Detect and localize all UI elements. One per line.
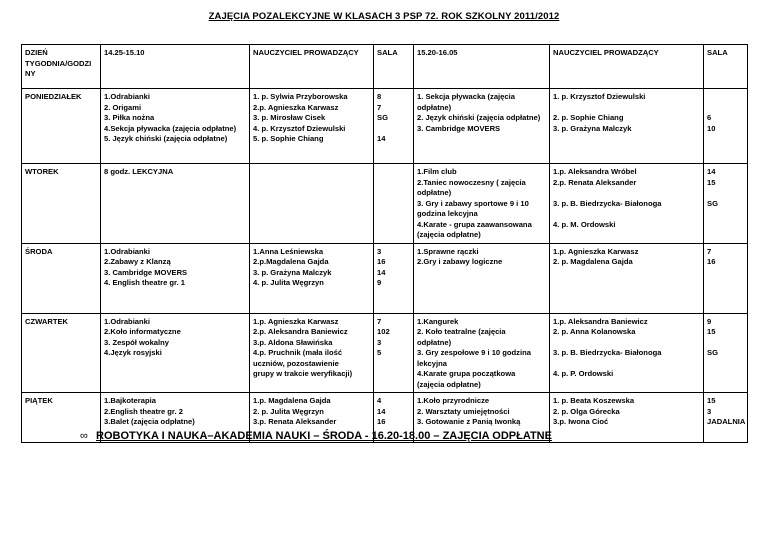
room1-line: 3 xyxy=(377,246,382,256)
act1-line: 5. Język chiński (zajęcia odpłatne) xyxy=(104,134,228,143)
act2-line: 4.Karate grupa początkowa xyxy=(417,369,516,378)
act2-line: godzina lekcyjna xyxy=(417,209,478,218)
room2-line: 15 xyxy=(707,177,716,187)
teach2-cell xyxy=(550,393,704,443)
room1-cell xyxy=(374,243,414,313)
room1-line: 4 xyxy=(377,396,382,405)
act2-line: 3. Gry i zabawy sportowe 9 i 10 xyxy=(417,198,529,208)
document-title: ZAJĘCIA POZALEKCYJNE W KLASACH 3 PSP 72. ROK SZKOLNY 2011/2012 xyxy=(208,11,560,22)
teach2-line: 3.p. Iwona Cioć xyxy=(553,417,609,426)
teach1-line: 2.p. Aleksandra Baniewicz xyxy=(253,327,348,336)
header-time1: 14.25-15.10 xyxy=(101,45,250,89)
room2-line: SG xyxy=(707,348,718,357)
blank-line xyxy=(707,103,743,114)
infinity-bullet-icon: ∞ xyxy=(80,430,88,442)
teach1-line: 1. p. Sylwia Przyborowska xyxy=(253,92,348,101)
teach2-line: 2. p. Sophie Chiang xyxy=(553,113,624,122)
day-cell: WTOREK xyxy=(22,164,101,244)
header-day-line: TYGODNIA/GODZI xyxy=(25,58,92,68)
day-cell: PONIEDZIAŁEK xyxy=(22,89,101,164)
teach1-line: 2.p.Magdalena Gajda xyxy=(253,257,329,266)
room1-line: 7 xyxy=(377,102,382,112)
teach1-cell xyxy=(250,164,374,244)
teach1-line: 4.p. Pruchnik (mała ilość xyxy=(253,348,343,357)
teach2-line: 3. p. B. Biedrzycka- Białonoga xyxy=(553,198,662,208)
room2-line: 14 xyxy=(707,167,716,176)
act2-line: (zajęcia odpłatne) xyxy=(417,230,481,239)
room2-line: 9 xyxy=(707,316,712,326)
room1-line: 14 xyxy=(377,267,386,277)
room2-line: 3 xyxy=(707,406,712,416)
act1-cell xyxy=(101,89,250,164)
room1-cell xyxy=(374,89,414,164)
room1-line: 14 xyxy=(377,406,386,416)
teach1-line: uczniów, pozostawienie xyxy=(253,358,339,368)
act2-line: 1.Kangurek xyxy=(417,316,459,326)
room2-cell xyxy=(704,313,748,393)
teach1-line: grupy w trakcie weryfikacji) xyxy=(253,369,353,378)
act2-line: 1.Sprawne rączki xyxy=(417,246,479,256)
room2-cell xyxy=(704,393,748,443)
act2-line: 2. Warsztaty umiejętności xyxy=(417,406,510,416)
teach1-line: 4. p. Krzysztof Dziewulski xyxy=(253,123,346,133)
header-day-line: NY xyxy=(25,69,36,78)
act2-line: (zajęcia odpłatne) xyxy=(417,379,481,389)
teach2-line: 2. p. Anna Kolanowska xyxy=(553,327,636,336)
room1-line: SG xyxy=(377,113,388,122)
blank-line xyxy=(553,338,699,349)
room1-cell xyxy=(374,164,414,244)
act2-line: odpłatne) xyxy=(417,337,452,347)
act2-line: 4.Karate - grupa zaawansowana xyxy=(417,219,532,229)
act2-line: 2.Gry i zabawy logiczne xyxy=(417,257,503,266)
act2-line: 3. Gry zespołowe 9 i 10 godzina xyxy=(417,348,531,357)
room2-cell xyxy=(704,243,748,313)
teach1-cell xyxy=(250,243,374,313)
act1-line: 2.Zabawy z Klanzą xyxy=(104,257,171,266)
teach1-line: 2.p. Agnieszka Karwasz xyxy=(253,102,339,112)
teach1-line: 1.p. Magdalena Gajda xyxy=(253,396,331,405)
act1-line: 1.Odrabianki xyxy=(104,316,151,326)
footer-note xyxy=(80,430,552,442)
teach1-line: 2. p. Julita Węgrzyn xyxy=(253,406,324,416)
teach1-line: 1.p. Agnieszka Karwasz xyxy=(253,316,339,326)
teach2-line: 2. p. Magdalena Gajda xyxy=(553,257,633,266)
act2-line: odpłatne) xyxy=(417,102,452,112)
room2-line: 16 xyxy=(707,257,716,266)
header-teacher1: NAUCZYCIEL PROWADZĄCY xyxy=(250,45,374,89)
room1-line: 16 xyxy=(377,257,386,266)
act2-cell xyxy=(414,164,550,244)
header-time2: 15.20-16.05 xyxy=(414,45,550,89)
room1-line: 3 xyxy=(377,337,382,347)
room1-cell xyxy=(374,313,414,393)
act1-line: 1.Bajkoterapia xyxy=(104,396,156,405)
day-cell: CZWARTEK xyxy=(22,313,101,393)
act1-line: 3. Piłka nożna xyxy=(104,113,155,122)
teach1-line: 1.Anna Leśniewska xyxy=(253,246,324,256)
act2-line: 2.Taniec nowoczesny ( zajęcia xyxy=(417,177,526,187)
header-day xyxy=(22,45,101,89)
teach2-cell xyxy=(550,164,704,244)
schedule-table xyxy=(21,44,748,443)
act1-line: 4.Sekcja pływacka (zajęcia odpłatne) xyxy=(104,123,237,133)
act1-cell xyxy=(101,243,250,313)
room1-line: 7 xyxy=(377,316,382,326)
teach1-line: 3. p. Mirosław Cisek xyxy=(253,113,326,122)
teach1-cell xyxy=(250,313,374,393)
act1-line: 1.Odrabianki xyxy=(104,246,151,256)
blank-line xyxy=(377,124,409,135)
room1-line: 102 xyxy=(377,327,390,336)
day-cell: ŚRODA xyxy=(22,243,101,313)
act1-line: 8 godz. LEKCYJNA xyxy=(104,167,174,176)
room2-line: SG xyxy=(707,198,718,208)
teach1-line: 3. p. Grażyna Malczyk xyxy=(253,267,332,277)
room2-cell xyxy=(704,164,748,244)
act1-line: 2. Origami xyxy=(104,102,142,112)
act1-line: 4. English theatre gr. 1 xyxy=(104,278,186,287)
teach2-line: 1. p. Beata Koszewska xyxy=(553,396,635,405)
act1-line: 3.Balet (zajęcia odpłatne) xyxy=(104,417,195,426)
room1-line: 5 xyxy=(377,348,382,357)
teach2-line: 1.p. Agnieszka Karwasz xyxy=(553,246,639,256)
room2-line: JADALNIA xyxy=(707,417,746,426)
footer-text: ROBOTYKA I NAUKA–AKADEMIA NAUKI – ŚRODA - 16.20-18.00 – ZAJĘCIA ODPŁATNE xyxy=(96,430,552,442)
act1-line: 3. Cambridge MOVERS xyxy=(104,267,188,277)
teach1-line: 5. p. Sophie Chiang xyxy=(253,134,324,143)
header-row xyxy=(22,45,748,89)
teach2-line: 3. p. B. Biedrzycka- Białonoga xyxy=(553,348,662,357)
act2-cell xyxy=(414,313,550,393)
teach2-cell xyxy=(550,313,704,393)
act2-line: odpłatne) xyxy=(417,188,452,197)
header-room2: SALA xyxy=(704,45,748,89)
room2-line: 10 xyxy=(707,123,716,133)
act2-line: 1.Film club xyxy=(417,167,457,176)
act1-cell xyxy=(101,164,250,244)
schedule-row xyxy=(22,89,748,164)
blank-line xyxy=(707,338,743,349)
teach2-line: 1.p. Aleksandra Wróbel xyxy=(553,167,637,176)
teach1-line: 4. p. Julita Węgrzyn xyxy=(253,278,324,287)
room1-line: 9 xyxy=(377,278,382,287)
blank-line xyxy=(707,92,743,103)
act1-line: 2.Koło informatyczne xyxy=(104,327,181,336)
teach2-line: 3. p. Grażyna Malczyk xyxy=(553,123,632,133)
blank-line xyxy=(553,209,699,220)
act2-line: 1. Sekcja pływacka (zajęcia xyxy=(417,92,515,101)
header-teacher2: NAUCZYCIEL PROWADZĄCY xyxy=(550,45,704,89)
act2-cell xyxy=(414,89,550,164)
act2-cell xyxy=(414,243,550,313)
teach1-line: 3.p. Renata Aleksander xyxy=(253,417,337,426)
teach2-line: 4. p. P. Ordowski xyxy=(553,369,614,378)
room1-line: 14 xyxy=(377,134,386,143)
blank-line xyxy=(553,188,699,199)
blank-line xyxy=(553,103,699,114)
blank-line xyxy=(553,359,699,370)
room2-line: 15 xyxy=(707,327,716,336)
act2-line: 3. Cambridge MOVERS xyxy=(417,123,501,133)
act1-line: 1.Odrabianki xyxy=(104,92,151,101)
room2-line: 6 xyxy=(707,113,712,122)
header-room1: SALA xyxy=(374,45,414,89)
act2-line: 3. Gotowanie z Panią Iwonką xyxy=(417,417,521,426)
teach1-cell xyxy=(250,89,374,164)
act1-line: 4.Język rosyjski xyxy=(104,348,162,357)
room1-line: 16 xyxy=(377,417,386,426)
teach2-line: 2. p. Olga Górecka xyxy=(553,406,620,416)
teach2-line: 2.p. Renata Aleksander xyxy=(553,177,637,187)
room2-line: 15 xyxy=(707,396,716,405)
teach2-line: 1.p. Aleksandra Baniewicz xyxy=(553,316,648,326)
blank-line xyxy=(707,188,743,199)
act1-line: 3. Zespół wokalny xyxy=(104,337,169,347)
act1-cell xyxy=(101,313,250,393)
act2-line: 2. Koło teatralne (zajęcia xyxy=(417,327,506,336)
room2-line: 7 xyxy=(707,246,712,256)
act1-line: 2.English theatre gr. 2 xyxy=(104,406,183,416)
header-day-line: DZIEŃ xyxy=(25,48,48,57)
act2-line: 1.Koło przyrodnicze xyxy=(417,396,490,405)
teach1-line: 3.p. Aldona Sławińska xyxy=(253,337,333,347)
room2-cell xyxy=(704,89,748,164)
room1-line: 8 xyxy=(377,92,382,101)
act2-line: 2. Język chiński (zajęcia odpłatne) xyxy=(417,113,541,122)
teach2-line: 1. p. Krzysztof Dziewulski xyxy=(553,92,646,101)
act2-line: lekcyjna xyxy=(417,358,447,368)
schedule-row xyxy=(22,243,748,313)
schedule-row xyxy=(22,313,748,393)
schedule-row xyxy=(22,164,748,244)
teach2-cell xyxy=(550,89,704,164)
day-cell: PIĄTEK xyxy=(22,393,101,443)
teach2-line: 4. p. M. Ordowski xyxy=(553,219,616,229)
teach2-cell xyxy=(550,243,704,313)
